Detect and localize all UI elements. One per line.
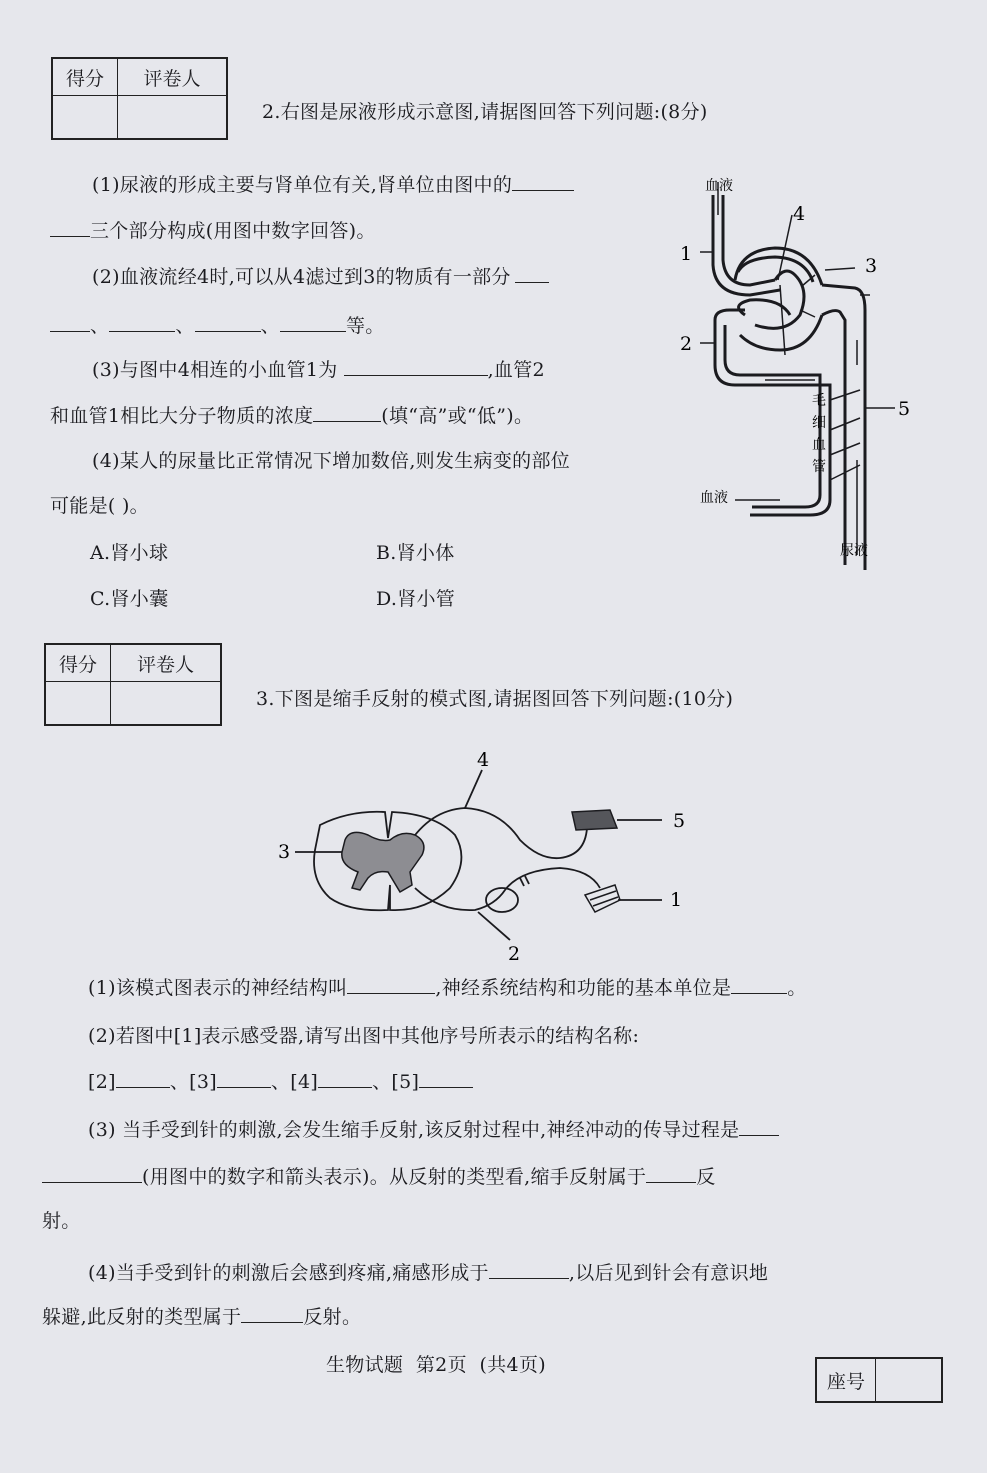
answer-blank[interactable]: [347, 975, 435, 994]
seat-cell[interactable]: [876, 1358, 943, 1402]
item-2-label: [2]: [88, 1071, 116, 1093]
blood-out-label: 血液: [700, 490, 728, 506]
page-footer: 生物试题 第2页 (共4页): [326, 1354, 546, 1376]
q2-sub3-text-d: (填“高”或“低”)。: [381, 405, 534, 427]
q3-sub4-text: (4)当手受到针的刺激后会感到疼痛,痛感形成于: [88, 1262, 489, 1284]
option-a[interactable]: A.肾小球: [90, 542, 169, 564]
q3-sub4-text-b: ,以后见到针会有意识地: [568, 1262, 769, 1284]
answer-blank[interactable]: [217, 1069, 271, 1088]
q2-sub2-end: 等。: [345, 315, 385, 337]
q2-sub3-cont: [50, 401, 533, 428]
grader-cell[interactable]: [118, 96, 228, 140]
reflex-label-1: 1: [670, 889, 683, 911]
seat-number-box: [815, 1357, 943, 1403]
q2-sub4-cont: 可能是( )。: [50, 495, 149, 517]
q2-sub3: [92, 355, 545, 382]
answer-blank[interactable]: [280, 313, 346, 332]
nephron-label-4: 4: [793, 203, 806, 225]
seat-label: 座号: [816, 1358, 876, 1402]
blood-in-label: 血液: [705, 178, 733, 194]
q2-sub2-text: (2)血液流经4时,可以从4滤过到3的物质有一部分: [92, 266, 511, 288]
reflex-label-4: 4: [477, 749, 490, 771]
answer-blank[interactable]: [344, 357, 488, 376]
grader-cell[interactable]: [111, 682, 222, 726]
q2-sub2-cont: [50, 311, 385, 338]
q2-sub4: (4)某人的尿量比正常情况下增加数倍,则发生病变的部位: [92, 450, 571, 472]
nephron-label-3: 3: [865, 255, 878, 277]
item-4-label: 、[4]: [270, 1071, 319, 1093]
q3-sub1-text-b: ,神经系统结构和功能的基本单位是: [435, 977, 732, 999]
separator: 、: [175, 315, 195, 337]
nephron-label-1: 1: [680, 243, 693, 265]
q2-sub2: [92, 262, 549, 289]
option-d[interactable]: D.肾小管: [376, 588, 456, 610]
separator: 、: [90, 315, 110, 337]
score-box-q2: [51, 57, 228, 140]
score-label: 得分: [52, 58, 118, 96]
q2-sub3-text-b: ,血管2: [487, 359, 545, 381]
answer-blank[interactable]: [195, 313, 261, 332]
reflex-label-3: 3: [278, 841, 291, 863]
answer-blank[interactable]: [42, 1164, 142, 1183]
q3-sub3-text-c: 反: [696, 1166, 716, 1188]
score-box-q3: [44, 643, 222, 726]
answer-blank[interactable]: [515, 264, 549, 283]
q2-sub1-text-b: 三个部分构成(用图中数字回答)。: [90, 220, 376, 242]
q3-title: 3.下图是缩手反射的模式图,请据图回答下列问题:(10分): [256, 688, 734, 710]
answer-blank[interactable]: [419, 1069, 473, 1088]
score-label: 得分: [45, 644, 111, 682]
q3-sub1: [88, 973, 807, 1000]
nephron-label-2: 2: [680, 333, 693, 355]
capillary-char-4: 管: [812, 459, 826, 475]
answer-blank[interactable]: [313, 403, 381, 422]
reflex-arc-diagram: [260, 740, 720, 970]
q3-sub2: (2)若图中[1]表示感受器,请写出图中其他序号所表示的结构名称:: [88, 1025, 640, 1047]
score-cell[interactable]: [45, 682, 111, 726]
q3-sub1-text: (1)该模式图表示的神经结构叫: [88, 977, 348, 999]
option-c[interactable]: C.肾小囊: [90, 588, 169, 610]
capillary-char-1: 毛: [812, 393, 826, 409]
q3-sub3-end: 射。: [42, 1210, 81, 1232]
q2-sub3-text-c: 和血管1相比大分子物质的浓度: [50, 405, 314, 427]
q3-sub4-cont: [42, 1302, 361, 1329]
q2-title: 2.右图是尿液形成示意图,请据图回答下列问题:(8分): [262, 101, 708, 123]
item-3-label: 、[3]: [169, 1071, 217, 1093]
option-b[interactable]: B.肾小体: [376, 542, 455, 564]
nephron-label-5: 5: [898, 398, 911, 420]
q3-sub3-text-b: (用图中的数字和箭头表示)。从反射的类型看,缩手反射属于: [142, 1166, 647, 1188]
answer-blank[interactable]: [731, 975, 787, 994]
answer-blank[interactable]: [241, 1304, 303, 1323]
nephron-diagram: [660, 160, 920, 570]
q3-sub3-cont: [42, 1162, 716, 1189]
urine-label: 尿液: [840, 543, 868, 559]
reflex-label-2: 2: [508, 943, 521, 965]
answer-blank[interactable]: [489, 1260, 569, 1279]
q2-sub3-text: (3)与图中4相连的小血管1为: [92, 359, 338, 381]
grader-label: 评卷人: [111, 644, 222, 682]
answer-blank[interactable]: [50, 313, 90, 332]
score-cell[interactable]: [52, 96, 118, 140]
q2-sub1-text: (1)尿液的形成主要与肾单位有关,肾单位由图中的: [92, 174, 513, 196]
item-5-label: 、[5]: [372, 1071, 420, 1093]
separator: 、: [260, 315, 280, 337]
answer-blank[interactable]: [318, 1069, 372, 1088]
reflex-label-5: 5: [673, 810, 686, 832]
grader-label: 评卷人: [118, 58, 228, 96]
q2-sub1: [92, 170, 574, 197]
q3-sub4: [88, 1258, 768, 1285]
q3-sub1-end: 。: [787, 977, 807, 999]
answer-blank[interactable]: [512, 172, 574, 191]
answer-blank[interactable]: [116, 1069, 170, 1088]
answer-blank[interactable]: [646, 1164, 696, 1183]
answer-blank[interactable]: [50, 218, 90, 237]
capillary-char-2: 细: [812, 415, 826, 431]
q3-sub4-text-c: 躲避,此反射的类型属于: [42, 1306, 242, 1328]
q3-sub2-answers: [88, 1067, 473, 1094]
q3-sub3: [88, 1115, 779, 1142]
answer-blank[interactable]: [109, 313, 175, 332]
q2-sub1-cont: [50, 216, 376, 243]
answer-blank[interactable]: [739, 1117, 779, 1136]
capillary-char-3: 血: [812, 437, 826, 453]
q3-sub4-text-d: 反射。: [303, 1306, 362, 1328]
q3-sub3-text: (3) 当手受到针的刺激,会发生缩手反射,该反射过程中,神经冲动的传导过程是: [88, 1119, 740, 1141]
